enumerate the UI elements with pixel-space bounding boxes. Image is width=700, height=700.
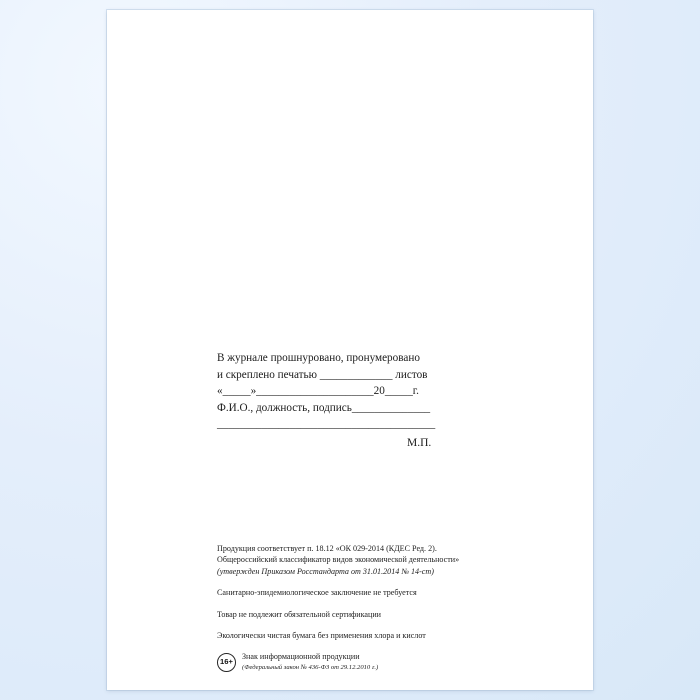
declaration-line-2: и скреплено печатью _____________ листов: [217, 368, 428, 381]
legal-paragraph-2: Санитарно-эпидемиологическое заключение не требуется: [217, 588, 417, 598]
information-product-mark-label: Знак информационной продукции: [242, 652, 360, 662]
binding-declaration-block: [217, 350, 517, 433]
declaration-blank-rule: _______________________________________: [217, 418, 436, 430]
legal-paragraph-3: Товар не подлежит обязательной сертификации: [217, 609, 382, 619]
legal-paragraph-1-line-1: Продукция соответствует п. 18.12 «ОК 029-2014 (КДЕС Ред. 2).: [217, 544, 437, 553]
information-product-mark-texts: [242, 652, 378, 672]
declaration-signature-line: Ф.И.О., должность, подпись______________: [217, 401, 431, 414]
legal-spacer-1: [217, 577, 547, 587]
document-page: [107, 10, 593, 690]
legal-spacer-3: [217, 620, 547, 630]
legal-paragraph-1-line-2: Общероссийский классификатор видов экономической деятельности»: [217, 555, 460, 565]
legal-notes-block: [217, 543, 547, 672]
legal-paragraph-4: Экологически чистая бумага без применения хлора и кислот: [217, 631, 426, 641]
legal-paragraph-1-line-3: (утвержден Приказом Росстандарта от 31.01.2014 № 14-ст): [217, 566, 434, 576]
information-product-mark-law: (Федеральный закон № 436-ФЗ от 29.12.2010 г.): [242, 664, 379, 672]
age-rating-icon: 16+: [217, 653, 236, 672]
declaration-date-line: «_____»_____________________20_____г.: [217, 385, 419, 397]
legal-spacer-2: [217, 599, 547, 609]
stamp-place-label: М.П.: [407, 437, 432, 449]
information-product-mark-row: [217, 652, 547, 672]
declaration-line-1: В журнале прошнуровано, пронумеровано: [217, 352, 420, 364]
